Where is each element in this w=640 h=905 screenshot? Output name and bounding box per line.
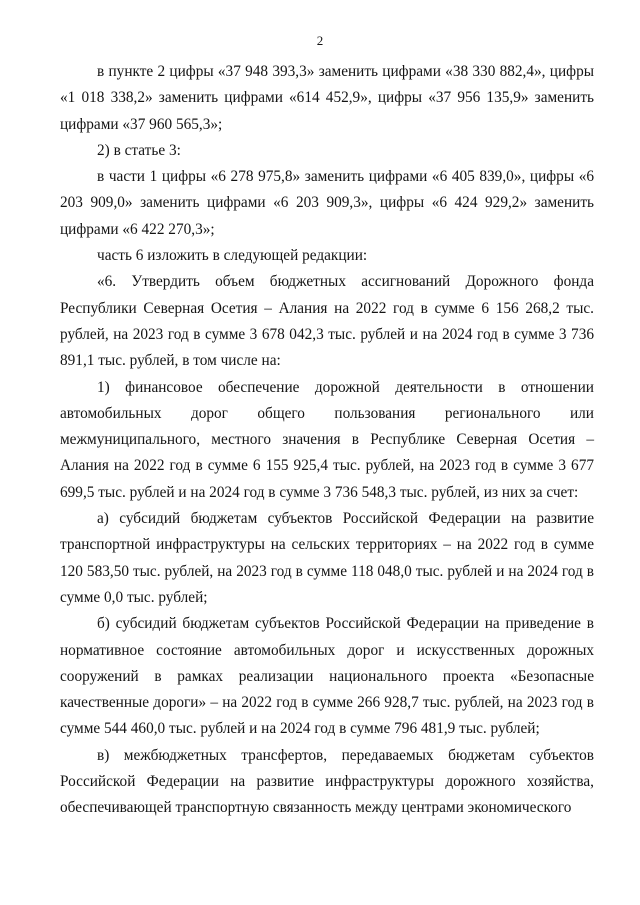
paragraph-interbudget-transfers: в) межбюджетных трансфертов, передаваемых бюджетам субъектов Российской Федерации на развитие инфраструктуры дорожного хозяйства, обеспечивающей транспортную связанность между центрами экономического: [60, 746, 594, 817]
document-body: [60, 59, 594, 822]
page-number: 2: [316, 33, 324, 48]
paragraph-part-1-amendment: в части 1 цифры «6 278 975,8» заменить цифрами «6 405 839,0», цифры «6 203 909,0» заменить цифрами «6 203 909,3», цифры «6 424 929,2» заменить цифрами «6 422 270,3»;: [60, 168, 594, 238]
paragraph-part-6-intro: часть 6 изложить в следующей редакции:: [97, 247, 368, 265]
paragraph-road-fund: «6. Утвердить объем бюджетных ассигнований Дорожного фонда Республики Северная Осетия – Алания на 2022 год в сумме 6 156 268,2 тыс. рублей, на 2023 год в сумме 3 678 042,3 тыс. рублей и на 2024 год в сумме 3 736 891,1 тыс. рублей, в том числе на:: [60, 273, 594, 370]
paragraph-article-3-heading: 2) в статье 3:: [97, 141, 181, 159]
paragraph-item-2-amendment: в пункте 2 цифры «37 948 393,3» заменить цифрами «38 330 882,4», цифры «1 018 338,2» заменить цифрами «614 452,9», цифры «37 956 135,9» заменить цифрами «37 960 565,3»;: [60, 63, 594, 133]
paragraph-road-activity: 1) финансовое обеспечение дорожной деятельности в отношении автомобильных дорог общего пользования регионального или межмуниципального, местного значения в Республике Северная Осетия – Алания на 2022 год в сумме 6 155 925,4 тыс. рублей, на 2023 год в сумме 3 677 699,5 тыс. рублей и на 2024 год в сумме 3 736 548,3 тыс. рублей, из них за счет:: [60, 378, 594, 501]
paragraph-safe-roads-subsidies: б) субсидий бюджетам субъектов Российской Федерации на приведение в нормативное состояние автомобильных дорог и искусственных дорожных сооружений в рамках реализации национального проекта «Безопасные качественные дороги» – на 2022 год в сумме 266 928,7 тыс. рублей, на 2023 год в сумме 544 460,0 тыс. рублей и на 2024 год в сумме 796 481,9 тыс. рублей;: [60, 615, 594, 738]
paragraph-rural-subsidies: а) субсидий бюджетам субъектов Российской Федерации на развитие транспортной инфраструктуры на сельских территориях – на 2022 год в сумме 120 583,50 тыс. рублей, на 2023 год в сумме 118 048,0 тыс. рублей и на 2024 год в сумме 0,0 тыс. рублей;: [60, 510, 594, 606]
